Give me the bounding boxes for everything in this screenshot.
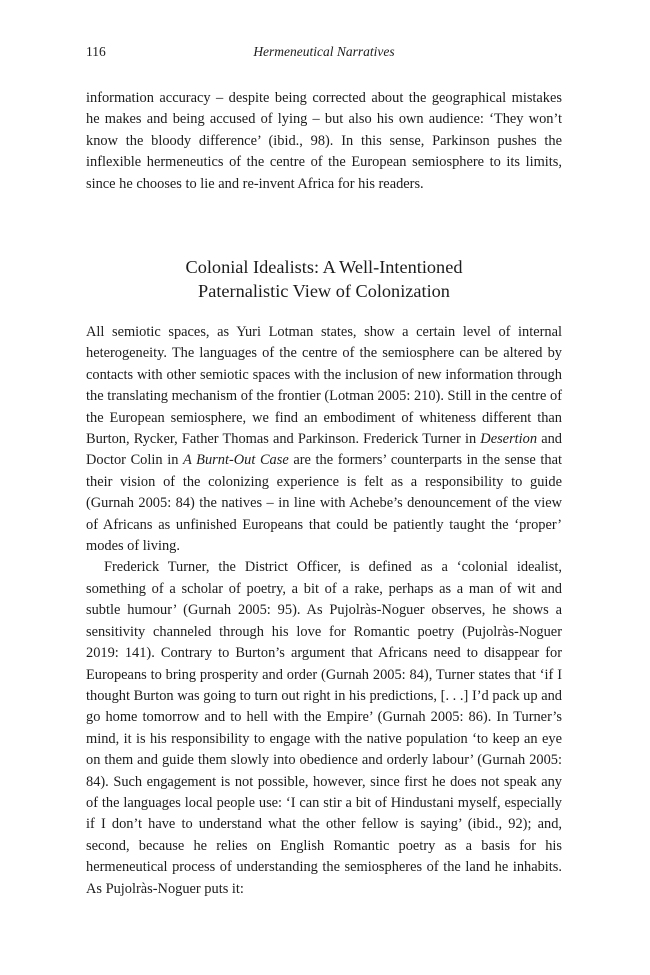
- section-paragraph-1: [86, 322, 562, 557]
- running-title: Hermeneutical Narratives: [253, 44, 395, 59]
- page-number: 116: [86, 44, 106, 59]
- section-heading: [86, 256, 562, 303]
- paragraph-1-text-b: and Doctor Colin in: [86, 431, 562, 469]
- section-paragraph-2: Frederick Turner, the District Officer, is defined as a ‘colonial idealist, something of a scholar of poetry, a bit of a rake, perhaps as a man of wit and subtle humour’ (Gurnah 2005: 95). As Pujolràs-Noguer observes, he shows a sensitivity channeled through his love for Romantic poetry (Pujolràs-Noguer 2019: 141). Contrary to Burton’s argument that Africans need to disappear for Europeans to bring prosperity and order (Gurnah 2005: 84), Turner states that ‘if I thought Burton was going to turn out right in his predictions, [. . .] I’d pack up and go home tomorrow and to hell with the Empire’ (Gurnah 2005: 86). In Turner’s mind, it is his responsibility to engage with the native population ‘to keep an eye on them and guide them slowly into obedience and orderly labour’ (Gurnah 2005: 84). Such engagement is not possible, however, since first he does not speak any of the languages local people use: ‘I can stir a bit of Hindustani myself, especially if I don’t have to understand what the other fellow is saying’ (ibid., 92); and, second, because he relies on English Romantic poetry as a basis for his hermeneutical process of understanding the semiospheres of the land he inhabits. As Pujolràs-Noguer puts it:: [86, 559, 562, 897]
- opening-text-block: [86, 88, 562, 195]
- paragraph-1-text-a: All semiotic spaces, as Yuri Lotman states, show a certain level of internal heterogeneity. The languages of the centre of the semiosphere can be altered by contacts with other semiotic spaces with the inclusion of new information through the translating mechanism of the frontier (Lotman 2005: 210). Still in the centre of the European semiosphere, we find an embodiment of whiteness different than Burton, Rycker, Father Thomas and Parkinson. Frederick Turner in: [86, 324, 562, 448]
- running-head: [86, 44, 562, 64]
- book-title-burnt-out-case: A Burnt-Out Case: [183, 452, 289, 469]
- opening-paragraph: information accuracy – despite being corrected about the geographical mistakes he makes and being accused of lying – but also his own audience: ‘They won’t know the bloody difference’ (ibid., 98). In this sense, Parkinson pushes the inflexible hermeneutics of the centre of the European semiosphere to its limits, since he chooses to lie and re-invent Africa for his readers.: [86, 90, 562, 192]
- book-title-desertion: Desertion: [480, 431, 538, 448]
- section-heading-line-1: Colonial Idealists: A Well-Intentioned: [185, 257, 463, 277]
- section-heading-line-2: Paternalistic View of Colonization: [198, 280, 450, 301]
- section-text-block: [86, 322, 562, 900]
- paragraph-1-text-c: are the formers’ counterparts in the sense that their vision of the colonizing experience is felt as a responsibility to guide (Gurnah 2005: 84) the natives – in line with Achebe’s denouncement of the view of Africans as unfinished Europeans that could be patiently taught the ‘proper’ modes of living.: [86, 452, 562, 555]
